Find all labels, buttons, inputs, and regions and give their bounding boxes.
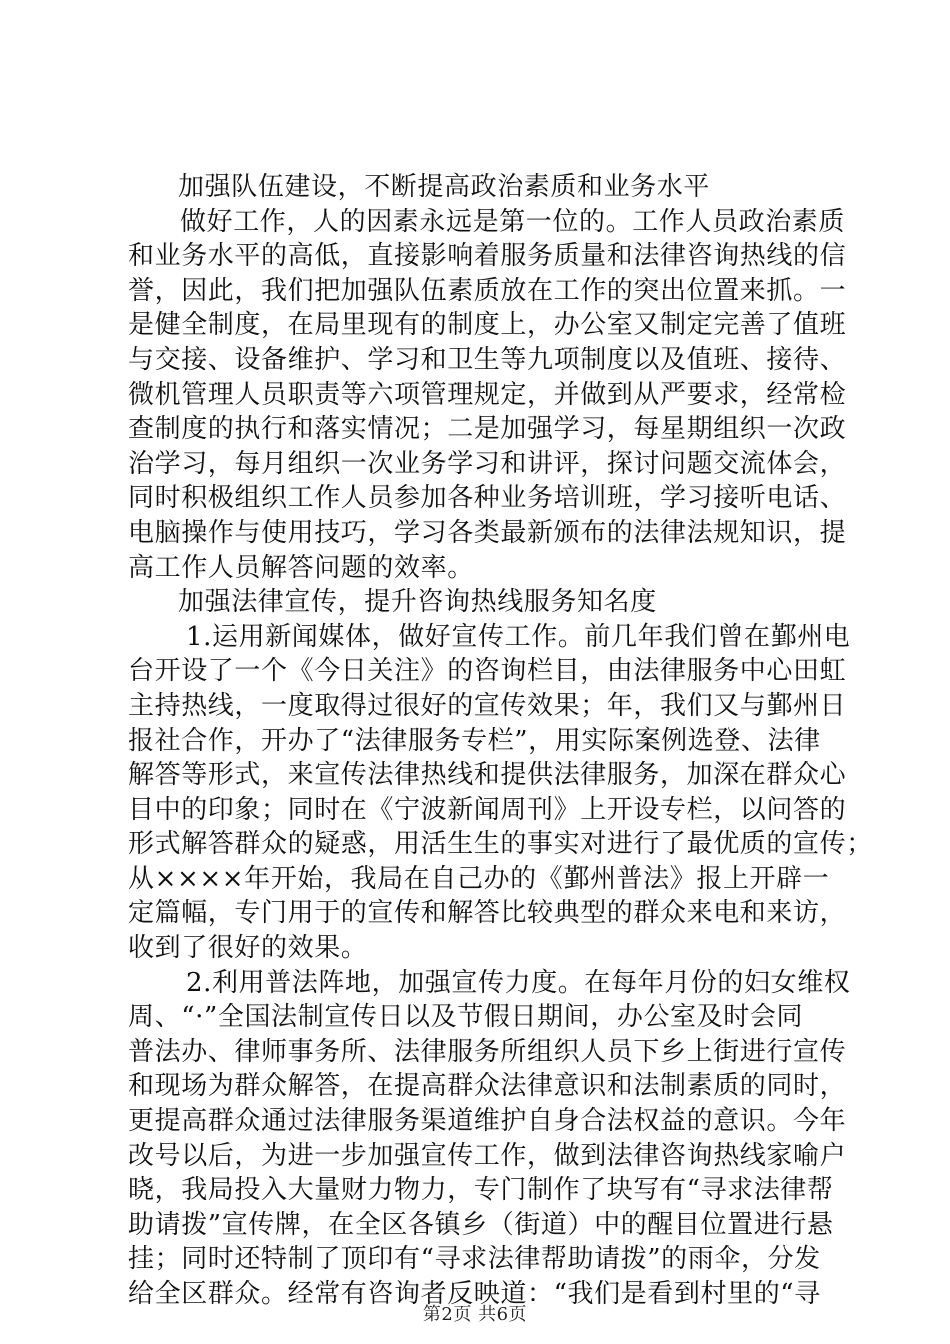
- section-heading-legal-publicity: 加强法律宣传，提升咨询热线服务知名度: [178, 587, 657, 618]
- paragraph-line: 做好工作，人的因素永远是第一位的。工作人员政治素质: [180, 206, 846, 237]
- paragraph-line: 晓，我局投入大量财力物力，专门制作了块写有“寻求法律帮: [128, 1175, 834, 1206]
- paragraph-line: 报社合作，开办了“法律服务专栏”，用实际案例选登、法律: [128, 725, 821, 756]
- paragraph-line: 定篇幅，专门用于的宣传和解答比较典型的群众来电和来访，: [128, 898, 847, 929]
- page-number-footer: 第2页 共6页: [422, 1304, 528, 1325]
- paragraph-line: 普法办、律师事务所、法律服务所组织人员下乡上街进行宣传: [128, 1036, 847, 1067]
- paragraph-line: 形式解答群众的疑惑，用活生生的事实对进行了最优质的宣传；: [128, 829, 873, 860]
- section-heading-team-building: 加强队伍建设，不断提高政治素质和业务水平: [178, 172, 711, 202]
- paragraph-line: 主持热线，一度取得过很好的宣传效果；年，我们又与鄞州日: [128, 690, 847, 721]
- paragraph-line: 从××××年开始，我局在自己办的《鄞州普法》报上开辟一: [128, 863, 830, 894]
- paragraph-line: 解答等形式，来宣传法律热线和提供法律服务，加深在群众心: [128, 760, 847, 791]
- paragraph-line: 改号以后，为进一步加强宣传工作，做到法律咨询热线家喻户: [128, 1140, 847, 1171]
- paragraph-line: 助请拨”宣传牌，在全区各镇乡（街道）中的醒目位置进行悬: [128, 1209, 834, 1240]
- paragraph-line: 高工作人员解答问题的效率。: [128, 552, 474, 583]
- paragraph-line: 2.利用普法阵地，加强宣传力度。在每年月份的妇女维权: [186, 967, 851, 998]
- paragraph-line: 是健全制度，在局里现有的制度上，办公室又制定完善了值班: [128, 310, 847, 341]
- paragraph-line: 与交接、设备维护、学习和卫生等九项制度以及值班、接待、: [128, 344, 847, 375]
- paragraph-line: 治学习，每月组织一次业务学习和讲评，探讨问题交流体会，: [128, 448, 847, 479]
- paragraph-line: 挂；同时还特制了顶印有“寻求法律帮助请拨”的雨伞，分发: [128, 1244, 821, 1275]
- paragraph-line: 查制度的执行和落实情况；二是加强学习，每星期组织一次政: [128, 414, 847, 445]
- paragraph-line: 电脑操作与使用技巧，学习各类最新颁布的法律法规知识，提: [128, 517, 847, 548]
- paragraph-line: 同时积极组织工作人员参加各种业务培训班，学习接听电话、: [128, 483, 847, 514]
- paragraph-line: 和业务水平的高低，直接影响着服务质量和法律咨询热线的信: [128, 241, 847, 272]
- paragraph-line: 1.运用新闻媒体，做好宣传工作。前几年我们曾在鄞州电: [186, 621, 851, 652]
- paragraph-line: 微机管理人员职责等六项管理规定，并做到从严要求，经常检: [128, 379, 847, 410]
- paragraph-line: 周、“·”全国法制宣传日以及节假日期间，办公室及时会同: [128, 1002, 804, 1033]
- paragraph-line: 和现场为群众解答，在提高群众法律意识和法制素质的同时，: [128, 1071, 847, 1102]
- document-body: [128, 170, 873, 1312]
- paragraph-line: 台开设了一个《今日关注》的咨询栏目，由法律服务中心田虹: [128, 656, 847, 687]
- paragraph-line: 更提高群众通过法律服务渠道维护自身合法权益的意识。今年: [128, 1106, 847, 1137]
- paragraph-line: 目中的印象；同时在《宁波新闻周刊》上开设专栏，以问答的: [128, 794, 847, 825]
- paragraph-line: 誉，因此，我们把加强队伍素质放在工作的突出位置来抓。一: [128, 275, 847, 306]
- paragraph-line: 给全区群众。经常有咨询者反映道：“我们是看到村里的“寻: [128, 1279, 821, 1309]
- paragraph-line: 收到了很好的效果。: [128, 933, 368, 964]
